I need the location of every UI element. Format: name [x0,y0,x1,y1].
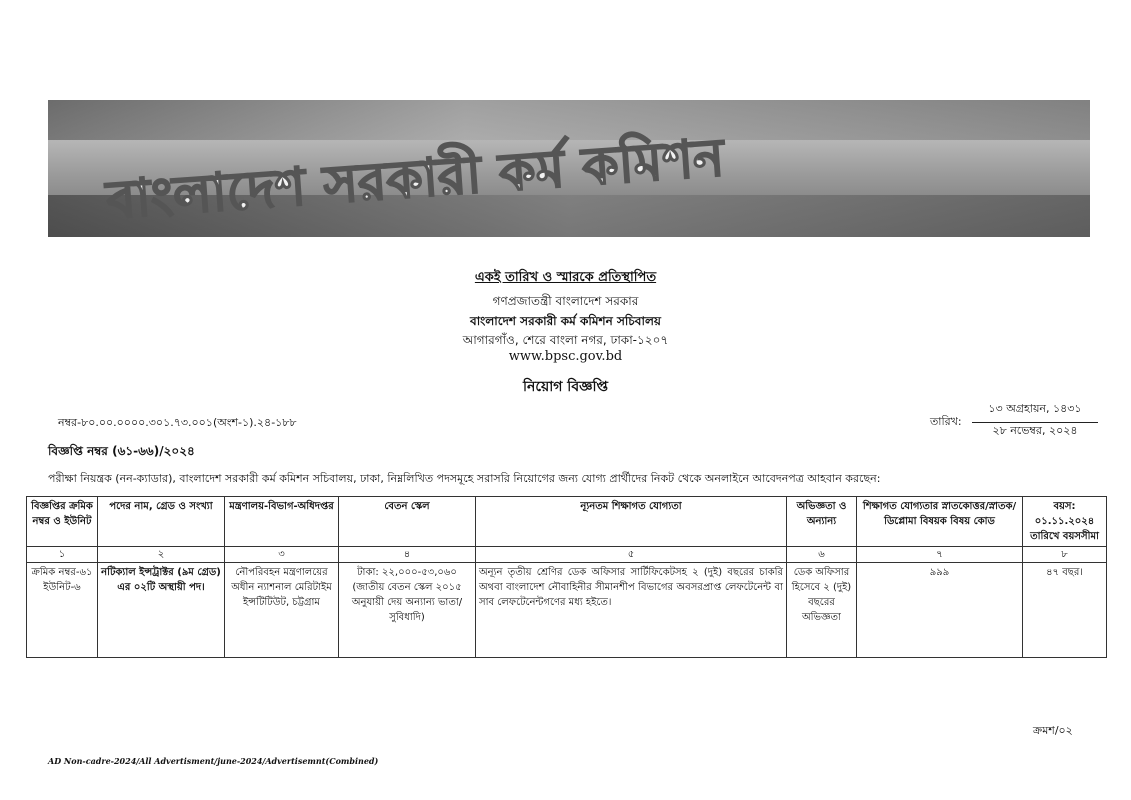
memo-number: নম্বর-৮০.০০.০০০০.৩০১.৭৩.০০১(অংশ-১).২৪-১৮৮ [58,416,297,429]
notice-title: নিয়োগ বিজ্ঞপ্তি [522,379,609,395]
header-experience: অভিজ্ঞতা ও অন্যান্য [787,497,857,547]
office-name: বাংলাদেশ সরকারী কর্ম কমিশন সচিবালয় [470,314,661,328]
header-ministry: মন্ত্রণালয়-বিভাগ-অধিদপ্তর [225,497,339,547]
col-number: ৫ [476,547,787,563]
cell-qualification: অন্যূন তৃতীয় শ্রেণির ডেক অফিসার সার্টিফিকেটসহ ২ (দুই) বছরের চাকরি অথবা বাংলাদেশ নৌবাহিনীর সীমানশীপ বিভাগের অবসরপ্রাপ্ত লেফটেনেন্ট বা সাব লেফটেনেন্টগণের মধ্য হইতে। [476,563,787,658]
cell-pay: টাকা: ২২,০০০-৫৩,০৬০ (জাতীয় বেতন স্কেল ২০১৫ অনুযায়ী দেয় অন্যান্য ভাতা/সুবিধাদি) [339,563,476,658]
header-age: বয়স: ০১.১১.২০২৪ তারিখে বয়সসীমা [1023,497,1107,547]
cell-ministry: নৌপরিবহন মন্ত্রণালয়ের অধীন ন্যাশনাল মেরিটাইম ইন্সটিটিউট, চট্টগ্রাম [225,563,339,658]
col-number: ৪ [339,547,476,563]
header-pay: বেতন স্কেল [339,497,476,547]
col-number: ৭ [857,547,1023,563]
vacancy-table [26,496,1107,658]
continued-marker: ক্রমশ/০২ [1033,724,1073,737]
header-subject-code: শিক্ষাগত যোগ্যতার স্নাতকোত্তর/স্নাতক/ ডিপ্লোমা বিষয়ক বিষয় কোড [857,497,1023,547]
date-label: তারিখ: [930,415,962,428]
intro-text: পরীক্ষা নিয়ন্ত্রক (নন-ক্যাডার), বাংলাদেশ সরকারী কর্ম কমিশন সচিবালয়, ঢাকা, নিম্নলিখিত পদসমূহে সরাসরি নিয়োগের জন্য যোগ্য প্রার্থীদের নিকট থেকে অনলাইনে আবেদনপত্র আহবান করছেন: [48,472,881,485]
date-bangla: ১৩ অগ্রহায়ন, ১৪৩১ [972,400,1098,423]
header-serial: বিজ্ঞপ্তির ক্রমিক নম্বর ও ইউনিট [27,497,98,547]
footer-file-path: AD Non-cadre-2024/All Advertisment/june-2024/Advertisemnt(Combined) [48,756,379,766]
cell-experience: ডেক অফিসার হিসেবে ২ (দুই) বছরের অভিজ্ঞতা [787,563,857,658]
cell-age-limit: ৪৭ বছর। [1023,563,1107,658]
website-link[interactable]: www.bpsc.gov.bd [508,349,623,364]
cell-subject-code: ৯৯৯ [857,563,1023,658]
table-row [27,563,1107,658]
column-number-row [27,547,1107,563]
cell-serial: ক্রমিক নম্বর-৬১ ইউনিট-৬ [27,563,98,658]
cell-post: নটিক্যাল ইন্সট্রাক্টর (৯ম গ্রেড) এর ০২টি অস্থায়ী পদ। [98,563,225,658]
office-address: আগারগাঁও, শেরে বাংলা নগর, ঢাকা-১২০৭ [462,333,669,347]
header-banner-photo [48,100,1090,237]
advert-number: বিজ্ঞপ্তি নম্বর (৬১-৬৬)/২০২৪ [48,444,195,458]
col-number: ৮ [1023,547,1107,563]
col-number: ৩ [225,547,339,563]
col-number: ২ [98,547,225,563]
date-english: ২৮ নভেম্বর, ২০২৪ [992,424,1078,437]
table-header-row [27,497,1107,547]
government-name: গণপ্রজাতন্ত্রী বাংলাদেশ সরকার [492,294,639,308]
replacement-note: একই তারিখ ও স্মারকে প্রতিস্থাপিত [474,270,657,285]
col-number: ৬ [787,547,857,563]
col-number: ১ [27,547,98,563]
svg-text:বাংলাদেশ সরকারী কর্ম কমিশন: বাংলাদেশ সরকারী কর্ম কমিশন [104,127,727,231]
header-post: পদের নাম, গ্রেড ও সংখ্যা [98,497,225,547]
header-qualification: ন্যূনতম শিক্ষাগত যোগ্যতা [476,497,787,547]
banner-lettering [48,100,1090,237]
